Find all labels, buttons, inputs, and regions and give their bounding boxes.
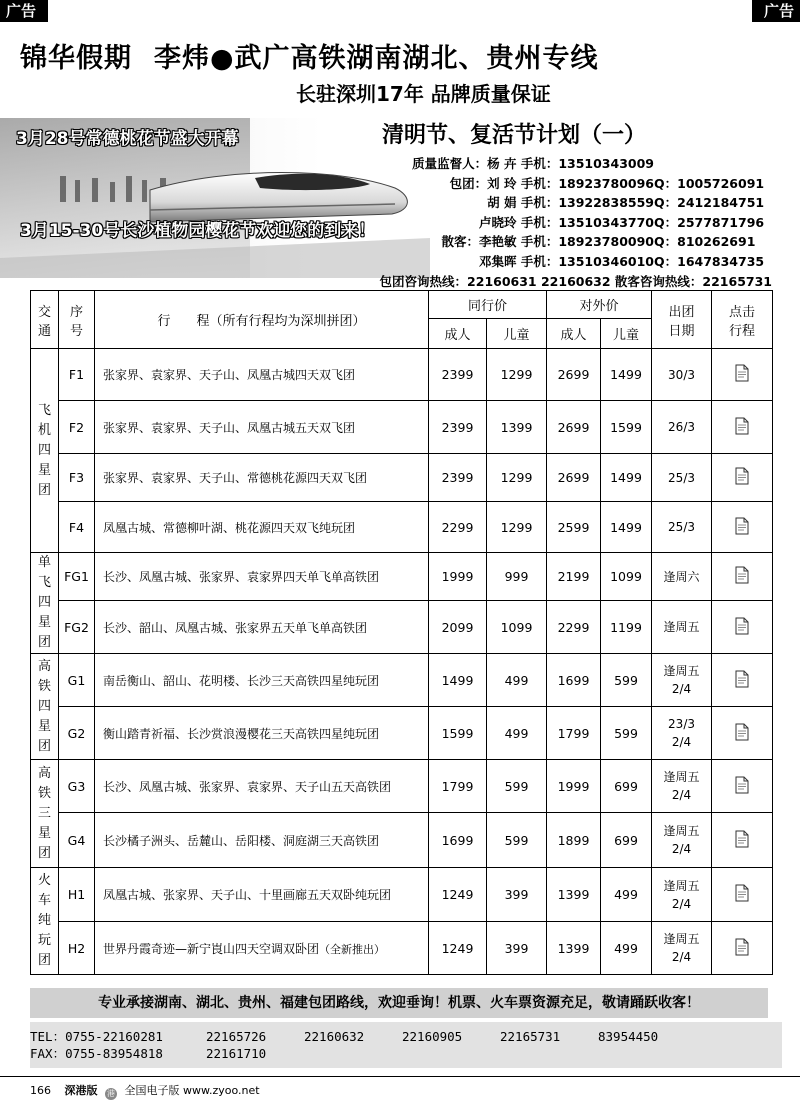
tour-row bbox=[31, 813, 773, 868]
peer-child-price: 399 bbox=[487, 922, 547, 975]
departure-date: 26/3 bbox=[652, 401, 712, 454]
headline bbox=[20, 36, 599, 75]
tour-row bbox=[31, 349, 773, 401]
site-label: 全国电子版 www.zyoo.net bbox=[124, 1084, 260, 1097]
public-child-price: 499 bbox=[601, 868, 652, 922]
itinerary-link[interactable] bbox=[712, 349, 773, 401]
tour-code: FG2 bbox=[59, 601, 95, 654]
tour-route: 长沙橘子洲头、岳麓山、岳阳楼、洞庭湖三天高铁团 bbox=[95, 813, 429, 868]
public-child-price: 599 bbox=[601, 654, 652, 707]
peer-adult-price: 1799 bbox=[429, 760, 487, 813]
document-icon[interactable] bbox=[735, 776, 749, 794]
tour-route: 世界丹霞奇迹—新宁崀山四天空调双卧团（全新推出） bbox=[95, 922, 429, 975]
contact-row: 卢晓玲 手机：13510343770Q：2577871796 bbox=[478, 214, 765, 230]
tour-code: F2 bbox=[59, 401, 95, 454]
header-public-price: 对外价 bbox=[547, 291, 652, 319]
departure-date: 逢周五 2/4 bbox=[652, 654, 712, 707]
tour-route: 张家界、袁家界、天子山、常德桃花源四天双飞团 bbox=[95, 454, 429, 502]
public-adult-price: 1399 bbox=[547, 868, 601, 922]
tour-row bbox=[31, 553, 773, 601]
edition-badge-icon: 港 bbox=[107, 1089, 115, 1098]
tour-row bbox=[31, 868, 773, 922]
itinerary-link[interactable] bbox=[712, 813, 773, 868]
header-click: 点击行程 bbox=[712, 291, 773, 349]
itinerary-link[interactable] bbox=[712, 601, 773, 654]
tour-route: 长沙、凤凰古城、张家界、袁家界、天子山五天高铁团 bbox=[95, 760, 429, 813]
fax-row: FAX：0755-83954818 22161710 bbox=[30, 1046, 267, 1061]
peer-adult-price: 2399 bbox=[429, 401, 487, 454]
tour-route: 衡山踏青祈福、长沙赏浪漫樱花三天高铁四星纯玩团 bbox=[95, 707, 429, 760]
departure-date: 23/3 2/4 bbox=[652, 707, 712, 760]
public-child-price: 1599 bbox=[601, 401, 652, 454]
public-adult-price: 2199 bbox=[547, 553, 601, 601]
tel-box bbox=[30, 1022, 782, 1068]
public-adult-price: 2699 bbox=[547, 454, 601, 502]
tour-route: 张家界、袁家界、天子山、凤凰古城五天双飞团 bbox=[95, 401, 429, 454]
peer-child-price: 999 bbox=[487, 553, 547, 601]
contact-row: 胡 娟 手机：13922838559Q：2412184751 bbox=[487, 195, 765, 211]
subline: 长驻深圳17年 品牌质量保证 bbox=[296, 82, 551, 106]
tour-row bbox=[31, 654, 773, 707]
peer-child-price: 599 bbox=[487, 760, 547, 813]
plan-title: 清明节、复活节计划（一） bbox=[382, 123, 647, 148]
public-child-price: 699 bbox=[601, 813, 652, 868]
itinerary-link[interactable] bbox=[712, 654, 773, 707]
tour-code: G4 bbox=[59, 813, 95, 868]
tour-code: G3 bbox=[59, 760, 95, 813]
header-peer-adult: 成人 bbox=[429, 319, 487, 349]
peer-adult-price: 2399 bbox=[429, 454, 487, 502]
departure-date: 逢周五 2/4 bbox=[652, 922, 712, 975]
peer-child-price: 399 bbox=[487, 868, 547, 922]
public-child-price: 1499 bbox=[601, 454, 652, 502]
document-icon[interactable] bbox=[735, 517, 749, 535]
public-child-price: 599 bbox=[601, 707, 652, 760]
header-route: 行 程（所有行程均为深圳拼团） bbox=[95, 291, 429, 349]
peer-child-price: 1299 bbox=[487, 349, 547, 401]
tour-code: F4 bbox=[59, 502, 95, 553]
brand-name: 锦华假期 bbox=[20, 43, 132, 74]
train-banner bbox=[0, 118, 430, 278]
banner-text-peach: 3月28号常德桃花节盛大开幕 bbox=[16, 129, 239, 149]
itinerary-link[interactable] bbox=[712, 553, 773, 601]
departure-date: 逢周五 2/4 bbox=[652, 868, 712, 922]
transport-group-label: 高铁四星团 bbox=[31, 654, 59, 760]
tour-route: 长沙、凤凰古城、张家界、袁家界四天单飞单高铁团 bbox=[95, 553, 429, 601]
departure-date: 逢周五 bbox=[652, 601, 712, 654]
public-adult-price: 1399 bbox=[547, 922, 601, 975]
header-peer-child: 儿童 bbox=[487, 319, 547, 349]
ad-tag-right: 广告 bbox=[752, 0, 800, 22]
tour-code: H1 bbox=[59, 868, 95, 922]
peer-child-price: 599 bbox=[487, 813, 547, 868]
page-number: 166 bbox=[30, 1084, 51, 1097]
header-public-child: 儿童 bbox=[601, 319, 652, 349]
tour-row bbox=[31, 922, 773, 975]
tour-code: G2 bbox=[59, 707, 95, 760]
document-icon[interactable] bbox=[735, 417, 749, 435]
departure-date: 逢周五 2/4 bbox=[652, 760, 712, 813]
tour-route: 凤凰古城、张家界、天子山、十里画廊五天双卧纯玩团 bbox=[95, 868, 429, 922]
public-adult-price: 2299 bbox=[547, 601, 601, 654]
tour-code: H2 bbox=[59, 922, 95, 975]
departure-date: 25/3 bbox=[652, 502, 712, 553]
document-icon[interactable] bbox=[735, 938, 749, 956]
public-child-price: 499 bbox=[601, 922, 652, 975]
header-peer-price: 同行价 bbox=[429, 291, 547, 319]
departure-date: 逢周六 bbox=[652, 553, 712, 601]
tour-code: F1 bbox=[59, 349, 95, 401]
peer-child-price: 1299 bbox=[487, 454, 547, 502]
page-footer bbox=[30, 1082, 260, 1100]
peer-child-price: 1299 bbox=[487, 502, 547, 553]
peer-adult-price: 1699 bbox=[429, 813, 487, 868]
tour-note: （全新推出） bbox=[319, 942, 386, 956]
public-adult-price: 1899 bbox=[547, 813, 601, 868]
contact-row: 包团：刘 玲 手机：18923780096Q：1005726091 bbox=[449, 175, 765, 191]
peer-adult-price: 2099 bbox=[429, 601, 487, 654]
public-child-price: 699 bbox=[601, 760, 652, 813]
tour-route: 张家界、袁家界、天子山、凤凰古城四天双飞团 bbox=[95, 349, 429, 401]
tour-table bbox=[30, 290, 773, 975]
itinerary-link[interactable] bbox=[712, 922, 773, 975]
peer-adult-price: 1999 bbox=[429, 553, 487, 601]
itinerary-link[interactable] bbox=[712, 707, 773, 760]
document-icon[interactable] bbox=[735, 467, 749, 485]
document-icon[interactable] bbox=[735, 670, 749, 688]
contact-row: 散客：李艳敏 手机：18923780090Q：810262691 bbox=[441, 234, 756, 250]
header-transport: 交通 bbox=[31, 291, 59, 349]
tour-code: G1 bbox=[59, 654, 95, 707]
public-adult-price: 1999 bbox=[547, 760, 601, 813]
footer-slogan: 专业承接湖南、湖北、贵州、福建包团路线，欢迎垂询！机票、火车票资源充足，敬请踊跃收客！ bbox=[30, 988, 768, 1018]
itinerary-link[interactable] bbox=[712, 760, 773, 813]
tel-label: TEL：0755-22160281 bbox=[30, 1029, 163, 1044]
public-child-price: 1099 bbox=[601, 553, 652, 601]
itinerary-link[interactable] bbox=[712, 454, 773, 502]
edition-label: 深港版 bbox=[64, 1084, 98, 1097]
document-icon[interactable] bbox=[735, 364, 749, 382]
transport-group-label: 单飞四星团 bbox=[31, 553, 59, 654]
tour-code: FG1 bbox=[59, 553, 95, 601]
tour-row bbox=[31, 707, 773, 760]
tour-row bbox=[31, 502, 773, 553]
public-adult-price: 2699 bbox=[547, 401, 601, 454]
peer-child-price: 499 bbox=[487, 654, 547, 707]
document-icon[interactable] bbox=[735, 617, 749, 635]
ad-tag-left: 广告 bbox=[0, 0, 48, 22]
contact-row: 邓集晖 手机：13510346010Q：1647834735 bbox=[478, 253, 765, 269]
hotline: 包团咨询热线：22160631 22160632 散客咨询热线：22165731 bbox=[379, 273, 772, 289]
departure-date: 逢周五 2/4 bbox=[652, 813, 712, 868]
tour-row bbox=[31, 760, 773, 813]
headline-person: 李炜●武广高铁湖南湖北、贵州专线 bbox=[154, 43, 599, 74]
page-divider bbox=[0, 1076, 800, 1077]
tour-code: F3 bbox=[59, 454, 95, 502]
document-icon[interactable] bbox=[735, 566, 749, 584]
header-public-adult: 成人 bbox=[547, 319, 601, 349]
itinerary-link[interactable] bbox=[712, 502, 773, 553]
transport-group-label: 飞机四星团 bbox=[31, 349, 59, 553]
header-date: 出团日期 bbox=[652, 291, 712, 349]
public-child-price: 1499 bbox=[601, 349, 652, 401]
peer-adult-price: 2399 bbox=[429, 349, 487, 401]
fax-label: FAX：0755-83954818 bbox=[30, 1046, 163, 1061]
tour-row bbox=[31, 401, 773, 454]
document-icon[interactable] bbox=[735, 723, 749, 741]
public-adult-price: 2699 bbox=[547, 349, 601, 401]
departure-date: 25/3 bbox=[652, 454, 712, 502]
peer-adult-price: 1599 bbox=[429, 707, 487, 760]
itinerary-link[interactable] bbox=[712, 401, 773, 454]
tour-route: 南岳衡山、韶山、花明楼、长沙三天高铁四星纯玩团 bbox=[95, 654, 429, 707]
banner-text-cherry: 3月15-30号长沙植物园樱花节欢迎您的到来！ bbox=[20, 221, 376, 241]
transport-group-label: 火车纯玩团 bbox=[31, 868, 59, 975]
tour-route: 长沙、韶山、凤凰古城、张家界五天单飞单高铁团 bbox=[95, 601, 429, 654]
contact-list bbox=[380, 154, 772, 291]
tour-row bbox=[31, 601, 773, 654]
tel-row: TEL：0755-22160281 22165726 22160632 22160905 22165731 83954450 bbox=[30, 1029, 659, 1044]
peer-child-price: 1399 bbox=[487, 401, 547, 454]
public-adult-price: 1799 bbox=[547, 707, 601, 760]
public-adult-price: 1699 bbox=[547, 654, 601, 707]
departure-date: 30/3 bbox=[652, 349, 712, 401]
public-child-price: 1199 bbox=[601, 601, 652, 654]
peer-adult-price: 1499 bbox=[429, 654, 487, 707]
peer-adult-price: 2299 bbox=[429, 502, 487, 553]
header-seq: 序号 bbox=[59, 291, 95, 349]
peer-adult-price: 1249 bbox=[429, 922, 487, 975]
document-icon[interactable] bbox=[735, 830, 749, 848]
tour-route: 凤凰古城、常德柳叶湖、桃花源四天双飞纯玩团 bbox=[95, 502, 429, 553]
peer-adult-price: 1249 bbox=[429, 868, 487, 922]
public-adult-price: 2599 bbox=[547, 502, 601, 553]
contact-row: 质量监督人：杨 卉 手机：13510343009 bbox=[412, 156, 654, 171]
itinerary-link[interactable] bbox=[712, 868, 773, 922]
tour-row bbox=[31, 454, 773, 502]
peer-child-price: 1099 bbox=[487, 601, 547, 654]
transport-group-label: 高铁三星团 bbox=[31, 760, 59, 868]
peer-child-price: 499 bbox=[487, 707, 547, 760]
document-icon[interactable] bbox=[735, 884, 749, 902]
public-child-price: 1499 bbox=[601, 502, 652, 553]
tour-body bbox=[31, 349, 773, 975]
